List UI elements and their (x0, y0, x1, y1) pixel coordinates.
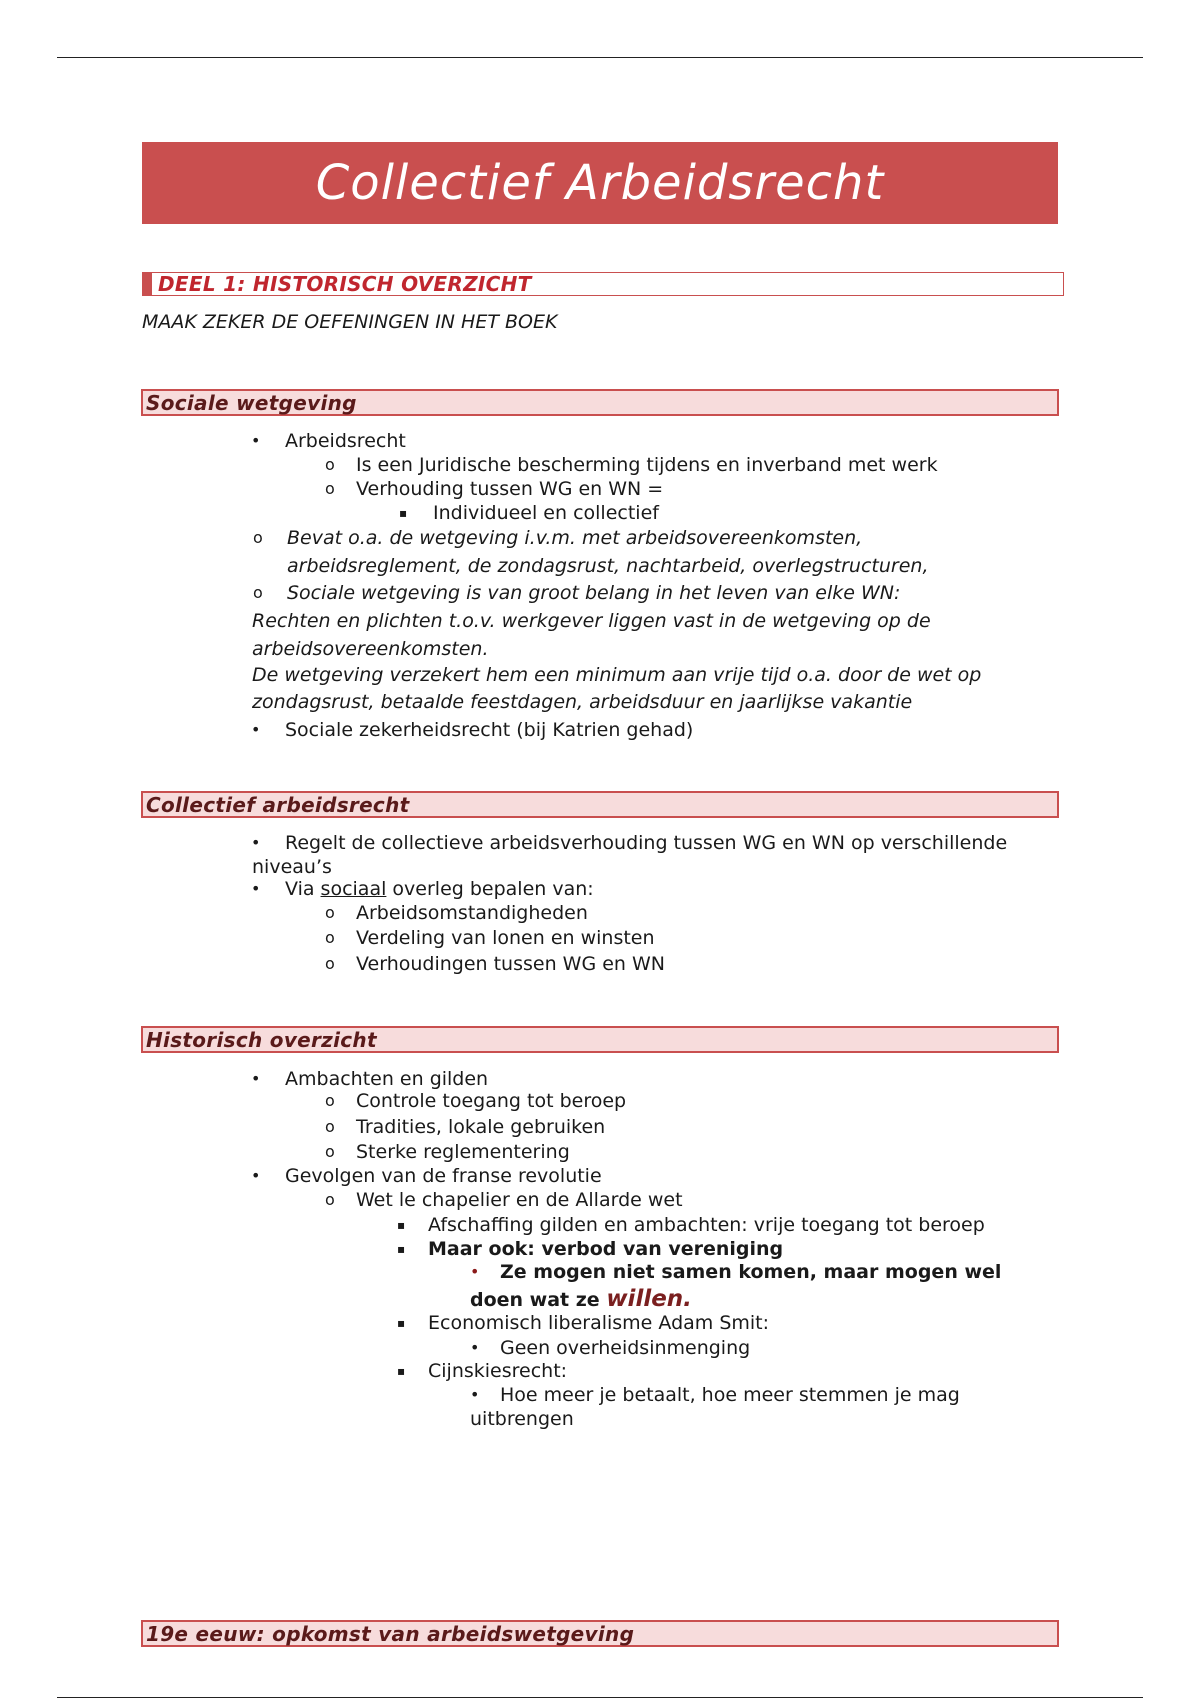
document-title-banner (142, 142, 1058, 224)
section-title: Historisch overzicht (146, 1027, 377, 1052)
section-header-historisch-overzicht (141, 1026, 1059, 1053)
emphasized-word: willen. (606, 1286, 692, 1312)
list-item: Sociale wetgeving is van groot belang in het leven van elke WN: (287, 582, 901, 604)
list-item: Gevolgen van de franse revolutie (285, 1165, 602, 1187)
paragraph-line: De wetgeving verzekert hem een minimum aan vrije tijd o.a. door de wet op (252, 664, 982, 686)
list-item: Hoe meer je betaalt, hoe meer stemmen je mag (500, 1384, 960, 1406)
list-item (285, 877, 594, 901)
list-item: Cijnskiesrecht: (428, 1360, 568, 1382)
list-item: Verdeling van lonen en winsten (356, 927, 655, 949)
text-run: overleg bepalen van: (386, 878, 594, 900)
list-item-continued: arbeidsreglement, de zondagsrust, nachtarbeid, overlegstructuren, (287, 555, 929, 577)
list-item: Wet le chapelier en de Allarde wet (356, 1189, 683, 1211)
list-item: Geen overheidsinmenging (500, 1337, 751, 1359)
section-header-sociale-wetgeving (141, 389, 1059, 416)
bullet-marker: • (251, 879, 261, 898)
circle-marker: o (325, 1091, 335, 1110)
bullet-marker: • (251, 431, 261, 450)
section-title: 19e eeuw: opkomst van arbeidswetgeving (146, 1621, 635, 1646)
list-item: Bevat o.a. de wetgeving i.v.m. met arbeidsovereenkomsten, (287, 527, 863, 549)
circle-marker: o (325, 928, 335, 947)
list-item: Ambachten en gilden (285, 1068, 489, 1090)
circle-marker: o (325, 903, 335, 922)
bullet-marker: • (470, 1385, 480, 1404)
page-top-rule (57, 57, 1143, 58)
section-header-19e-eeuw (141, 1620, 1059, 1647)
bullet-marker: • (251, 1166, 261, 1185)
list-item-continued (470, 1287, 692, 1312)
circle-marker: o (253, 528, 263, 547)
paragraph-line: arbeidsovereenkomsten. (252, 638, 489, 660)
section-title: Collectief arbeidsrecht (146, 792, 410, 817)
circle-marker: o (325, 1117, 335, 1136)
circle-marker: o (325, 1142, 335, 1161)
list-item: Controle toegang tot beroep (356, 1090, 627, 1112)
text-run: Via (285, 878, 321, 900)
part-header (142, 272, 1064, 296)
part-header-text: DEEL 1: HISTORISCH OVERZICHT (158, 272, 532, 296)
list-item: Ze mogen niet samen komen, maar mogen wel (500, 1261, 1002, 1283)
underlined-word: sociaal (320, 878, 387, 900)
square-marker: ▪ (397, 1218, 406, 1232)
document-title: Collectief Arbeidsrecht (315, 155, 885, 211)
page-bottom-rule (57, 1697, 1143, 1698)
list-item: Is een Juridische bescherming tijdens en inverband met werk (356, 454, 938, 476)
list-item: Economisch liberalisme Adam Smit: (428, 1312, 770, 1334)
list-item: Maar ook: verbod van vereniging (428, 1238, 784, 1260)
circle-marker: o (325, 455, 335, 474)
list-item: Verhouding tussen WG en WN = (356, 478, 664, 500)
paragraph-line: Rechten en plichten t.o.v. werkgever liggen vast in de wetgeving op de (252, 610, 931, 632)
circle-marker: o (253, 583, 263, 602)
bullet-marker: • (251, 720, 261, 739)
square-marker: ▪ (397, 1364, 406, 1378)
section-title: Sociale wetgeving (146, 390, 357, 415)
list-item: Sterke reglementering (356, 1141, 570, 1163)
list-item: Regelt de collectieve arbeidsverhouding tussen WG en WN op verschillende (285, 832, 1008, 854)
circle-marker: o (325, 479, 335, 498)
part-subtitle: MAAK ZEKER DE OEFENINGEN IN HET BOEK (142, 311, 558, 333)
square-marker: ▪ (397, 1316, 406, 1330)
list-item: Individueel en collectief (433, 502, 659, 524)
list-item: Verhoudingen tussen WG en WN (356, 953, 665, 975)
bullet-marker: • (251, 833, 261, 852)
square-marker: ▪ (397, 1242, 406, 1256)
list-item: Arbeidsrecht (285, 430, 406, 452)
paragraph-line: zondagsrust, betaalde feestdagen, arbeidsduur en jaarlijkse vakantie (252, 691, 913, 713)
list-item: Sociale zekerheidsrecht (bij Katrien gehad) (285, 719, 694, 741)
text-run: doen wat ze (470, 1289, 607, 1311)
list-item: Tradities, lokale gebruiken (356, 1116, 606, 1138)
section-header-collectief-arbeidsrecht (141, 791, 1059, 818)
bullet-marker: • (251, 1069, 261, 1088)
bullet-marker: • (470, 1338, 480, 1357)
list-item-continued: niveau’s (252, 856, 332, 878)
circle-marker: o (325, 954, 335, 973)
square-marker: ▪ (399, 506, 408, 520)
list-item: Arbeidsomstandigheden (356, 902, 588, 924)
list-item: Afschaffing gilden en ambachten: vrije toegang tot beroep (428, 1214, 985, 1236)
circle-marker: o (325, 1190, 335, 1209)
bullet-marker: • (470, 1262, 480, 1281)
list-item-continued: uitbrengen (470, 1408, 574, 1430)
